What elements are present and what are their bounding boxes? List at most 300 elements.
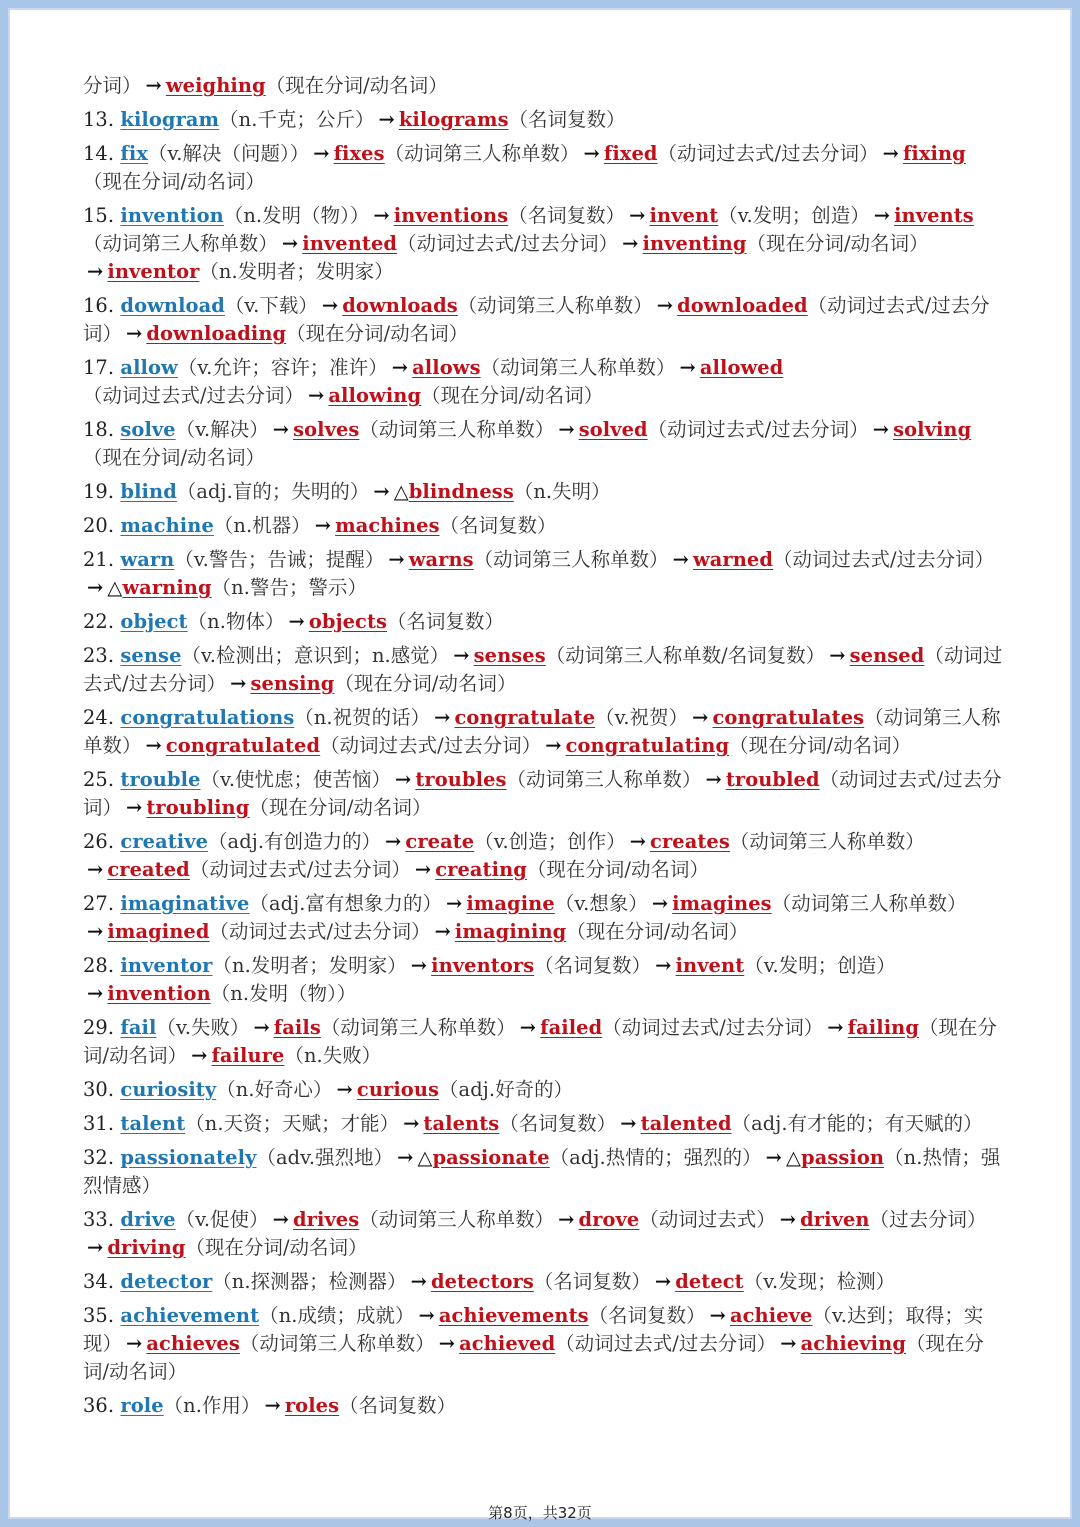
word-note: （v.想象） — [554, 892, 648, 915]
word-note: （动词第三人称单数） — [480, 356, 676, 379]
derived-word: inventions — [393, 204, 509, 227]
derived-word: achieving — [800, 1332, 907, 1355]
headword: kilogram — [120, 108, 220, 131]
word-note: （现在分词/动名词） — [83, 170, 266, 193]
word-note: （现在分词/动名词） — [286, 322, 469, 345]
entry-number: 15. — [83, 204, 115, 227]
word-note: （动词过去式/过去分词） — [555, 1332, 777, 1355]
entry-number: 14. — [83, 142, 115, 165]
entry-number: 31. — [83, 1112, 115, 1135]
entry-number: 30. — [83, 1078, 115, 1101]
word-note: （v.下载） — [224, 294, 318, 317]
entry-number: 22. — [83, 610, 115, 633]
word-note: （动词过去式/过去分词） — [83, 294, 990, 345]
arrow: → — [622, 232, 639, 255]
word-note: （现在分词/动名词） — [746, 232, 929, 255]
word-note: （名词复数） — [533, 1270, 651, 1293]
vocab-entry — [83, 106, 1003, 134]
word-note: （v.允许；容许；准许） — [177, 356, 388, 379]
entry-number: 27. — [83, 892, 115, 915]
arrow: → — [882, 142, 899, 165]
derived-word: detectors — [430, 1270, 534, 1293]
word-note: （n.千克；公斤） — [219, 108, 375, 131]
word-note: （动词第三人称单数） — [771, 892, 967, 915]
headword: blind — [120, 480, 177, 503]
arrow: → — [545, 734, 562, 757]
headword: warn — [120, 548, 175, 571]
arrow: → — [308, 384, 325, 407]
vocab-entry — [83, 1392, 1003, 1420]
word-note: （v.促使） — [175, 1208, 269, 1231]
arrow: → — [288, 610, 305, 633]
word-note: （adj.热情的；强烈的） — [549, 1146, 762, 1169]
word-note: （动词第三人称单数） — [359, 418, 555, 441]
entry-number: 36. — [83, 1394, 115, 1417]
arrow: → — [397, 1146, 414, 1169]
derived-word: solves — [293, 418, 360, 441]
arrow: → — [87, 982, 104, 1005]
word-note: （现在分词/动名词） — [83, 1016, 997, 1067]
arrow: → — [314, 514, 332, 537]
word-note: （n.物体） — [187, 610, 285, 633]
word-note: （v.使忧虑；使苦恼） — [200, 768, 392, 791]
headword: solve — [120, 418, 176, 441]
derived-word: created — [107, 858, 190, 881]
vocab-entry — [83, 1206, 1003, 1262]
triangle-mark: △ — [107, 576, 123, 599]
arrow: → — [321, 294, 339, 317]
derived-word: downloads — [342, 294, 458, 317]
headword: sense — [120, 644, 182, 667]
arrow: → — [679, 356, 696, 379]
word-note: （名词复数） — [387, 610, 504, 633]
arrow: → — [272, 418, 290, 441]
vocab-entry — [83, 292, 1003, 348]
derived-word: downloading — [146, 322, 287, 345]
derived-word: senses — [473, 644, 546, 667]
arrow: → — [395, 768, 412, 791]
derived-word: invention — [107, 982, 211, 1005]
headword: machine — [120, 514, 214, 537]
vocabulary-list — [83, 72, 1003, 1426]
word-note: （n.探测器；检测器） — [212, 1270, 407, 1293]
vocab-entry — [83, 828, 1003, 884]
vocab-entry — [83, 140, 1003, 196]
arrow: → — [620, 1112, 637, 1135]
word-note: （v.解决） — [175, 418, 269, 441]
vocab-entry — [83, 202, 1003, 286]
derived-word: fails — [273, 1016, 321, 1039]
word-note: （动词过去式/过去分词） — [209, 920, 431, 943]
arrow: → — [651, 892, 669, 915]
word-note: （动词过去式/过去分词） — [602, 1016, 824, 1039]
derived-word: allowed — [699, 356, 784, 379]
document-page — [8, 8, 1072, 1522]
entry-number: 35. — [83, 1304, 115, 1327]
derived-word: driven — [800, 1208, 870, 1231]
arrow: → — [453, 644, 470, 667]
derived-word: invents — [894, 204, 974, 227]
derived-word: warned — [692, 548, 774, 571]
arrow: → — [410, 954, 428, 977]
word-note: （adj.有创造力的） — [208, 830, 382, 853]
word-note: （n.成绩；成就） — [259, 1304, 415, 1327]
arrow: → — [391, 356, 409, 379]
word-note: （现在分词/动名词） — [265, 74, 448, 97]
arrow: → — [779, 1208, 797, 1231]
vocab-entry — [83, 1110, 1003, 1138]
vocab-entry — [83, 1076, 1003, 1104]
headword: fix — [120, 142, 148, 165]
arrow: → — [272, 1208, 289, 1231]
derived-word: machines — [335, 514, 440, 537]
arrow: → — [145, 74, 162, 97]
word-note: （adj.富有想象力的） — [249, 892, 442, 915]
entry-number: 19. — [83, 480, 115, 503]
arrow: → — [264, 1394, 281, 1417]
entry-number: 21. — [83, 548, 115, 571]
derived-word: achieved — [459, 1332, 556, 1355]
word-note: （adj.好奇的） — [439, 1078, 574, 1101]
arrow: → — [629, 830, 647, 853]
derived-word: achievements — [438, 1304, 589, 1327]
arrow: → — [558, 418, 575, 441]
arrow: → — [872, 418, 890, 441]
arrow: → — [373, 204, 390, 227]
headword: download — [120, 294, 225, 317]
word-note: （现在分词/动名词） — [566, 920, 749, 943]
word-note: （动词第三人称单数/名词复数） — [545, 644, 826, 667]
vocab-entry — [83, 1144, 1003, 1200]
derived-word: curious — [356, 1078, 440, 1101]
derived-word: troubled — [725, 768, 820, 791]
arrow: → — [87, 858, 104, 881]
word-note: （动词过去式） — [639, 1208, 776, 1231]
derived-word: imagining — [454, 920, 567, 943]
arrow: → — [655, 954, 672, 977]
derived-word: congratulates — [712, 706, 865, 729]
arrow: → — [434, 920, 451, 943]
derived-word: talented — [640, 1112, 732, 1135]
word-note: （动词过去式/过去分词） — [189, 858, 411, 881]
headword: detector — [120, 1270, 213, 1293]
arrow: → — [672, 548, 689, 571]
derived-word: invent — [649, 204, 719, 227]
arrow: → — [410, 1270, 427, 1293]
vocab-entry — [83, 1268, 1003, 1296]
headword: role — [120, 1394, 164, 1417]
derived-word: drives — [293, 1208, 360, 1231]
derived-word: failed — [540, 1016, 603, 1039]
arrow: → — [125, 796, 143, 819]
vocab-entry — [83, 354, 1003, 410]
word-note: （v.发明；创造） — [744, 954, 896, 977]
vocab-entry — [83, 642, 1003, 698]
arrow: → — [145, 734, 162, 757]
headword: drive — [120, 1208, 176, 1231]
word-note: （n.失明） — [513, 480, 611, 503]
entry-number: 25. — [83, 768, 115, 791]
word-note: （v.发明；创造） — [718, 204, 870, 227]
arrow: → — [191, 1044, 208, 1067]
vocab-entry — [83, 608, 1003, 636]
word-note: （动词第三人称单数） — [320, 1016, 516, 1039]
arrow: → — [709, 1304, 726, 1327]
derived-word: achieves — [146, 1332, 240, 1355]
derived-word: warning — [122, 576, 212, 599]
word-note: （动词过去式/过去分词） — [647, 418, 869, 441]
word-note: （动词第三人称单数） — [384, 142, 580, 165]
word-note: （v.创造；创作） — [474, 830, 626, 853]
word-note: （n.警告；警示） — [211, 576, 367, 599]
word-note: （adj.盲的；失明的） — [176, 480, 370, 503]
word-note: （动词第三人称单数） — [473, 548, 669, 571]
entry-number: 28. — [83, 954, 115, 977]
arrow: → — [385, 830, 402, 853]
arrow: → — [313, 142, 330, 165]
arrow: → — [125, 322, 143, 345]
derived-word: congratulate — [454, 706, 596, 729]
word-note: （现在分词/动名词） — [421, 384, 604, 407]
entry-number: 18. — [83, 418, 115, 441]
word-note: （名词复数） — [439, 514, 557, 537]
arrow: → — [780, 1332, 797, 1355]
vocab-entry — [83, 704, 1003, 760]
word-note: （v.警告；告诫；提醒） — [174, 548, 385, 571]
entry-number: 17. — [83, 356, 115, 379]
derived-word: passionate — [432, 1146, 550, 1169]
vocab-entry — [83, 890, 1003, 946]
arrow: → — [705, 768, 722, 791]
arrow: → — [558, 1208, 575, 1231]
derived-word: weighing — [165, 74, 266, 97]
arrow: → — [827, 1016, 844, 1039]
entry-number: 33. — [83, 1208, 115, 1231]
headword: talent — [120, 1112, 186, 1135]
derived-word: invented — [302, 232, 398, 255]
derived-word: downloaded — [677, 294, 808, 317]
arrow: → — [87, 576, 104, 599]
derived-word: inventing — [642, 232, 747, 255]
word-note: （现在分词/动名词） — [729, 734, 912, 757]
derived-word: detect — [675, 1270, 744, 1293]
vocab-entry — [83, 512, 1003, 540]
derived-word: imagine — [466, 892, 555, 915]
triangle-mark: △ — [786, 1146, 802, 1169]
entry-number: 23. — [83, 644, 115, 667]
page-footer: 第8页，共32页 — [488, 1504, 592, 1522]
entry-number: 13. — [83, 108, 115, 131]
word-note: （n.发明（物）） — [223, 204, 370, 227]
word-note: （名词复数） — [508, 108, 626, 131]
arrow: → — [373, 480, 390, 503]
derived-word: driving — [107, 1236, 186, 1259]
word-note: （现在分词/动名词） — [185, 1236, 368, 1259]
arrow: → — [403, 1112, 420, 1135]
derived-word: sensing — [250, 672, 335, 695]
word-note: （现在分词/动名词） — [334, 672, 517, 695]
word-note: （n.天资；天赋；才能） — [185, 1112, 400, 1135]
headword: allow — [120, 356, 178, 379]
word-note: （动词过去式/过去分词） — [83, 768, 1002, 819]
word-note: （动词过去式/过去分词） — [320, 734, 542, 757]
arrow: → — [414, 858, 432, 881]
entry-number: 32. — [83, 1146, 115, 1169]
derived-word: allowing — [328, 384, 422, 407]
word-note: （动词过去式/过去分词） — [657, 142, 879, 165]
arrow: → — [583, 142, 600, 165]
arrow: → — [378, 108, 395, 131]
derived-word: failing — [847, 1016, 920, 1039]
continued-entry — [83, 72, 1003, 100]
derived-word: inventors — [431, 954, 535, 977]
derived-word: imagines — [672, 892, 772, 915]
derived-word: inventor — [107, 260, 200, 283]
entry-number: 16. — [83, 294, 115, 317]
arrow: → — [388, 548, 405, 571]
word-note: （v.达到；取得；实现） — [83, 1304, 984, 1355]
arrow: → — [253, 1016, 270, 1039]
word-note: （动词第三人称单数） — [506, 768, 702, 791]
derived-word: roles — [284, 1394, 340, 1417]
derived-word: creates — [650, 830, 730, 853]
word-note: （n.机器） — [213, 514, 311, 537]
arrow: → — [87, 260, 104, 283]
word-note: （动词第三人称单数） — [729, 830, 925, 853]
word-note: （v.祝贺） — [595, 706, 689, 729]
vocab-entry — [83, 478, 1003, 506]
entry-number: 29. — [83, 1016, 115, 1039]
derived-word: drove — [578, 1208, 640, 1231]
triangle-mark: △ — [393, 480, 409, 503]
word-note: （动词第三人称单数） — [83, 232, 278, 255]
headword: imaginative — [120, 892, 250, 915]
word-note: （n.发明（物）） — [210, 982, 357, 1005]
derived-word: fixed — [603, 142, 658, 165]
derived-word: warns — [408, 548, 474, 571]
word-note: （动词第三人称单数） — [239, 1332, 435, 1355]
derived-word: fixing — [902, 142, 966, 165]
word-note: （名词复数） — [588, 1304, 706, 1327]
arrow: → — [438, 1332, 456, 1355]
word-note: （v.检测出；意识到；n.感觉） — [181, 644, 450, 667]
arrow: → — [87, 1236, 104, 1259]
derived-word: creating — [435, 858, 527, 881]
arrow: → — [418, 1304, 435, 1327]
word-note: （名词复数） — [339, 1394, 457, 1417]
entry-prefix: 分词） — [83, 74, 142, 97]
word-note: （n.好奇心） — [216, 1078, 333, 1101]
derived-word: solving — [893, 418, 972, 441]
word-note: （动词过去式/过去分词） — [397, 232, 619, 255]
word-note: （n.祝贺的话） — [294, 706, 431, 729]
derived-word: create — [405, 830, 475, 853]
arrow: → — [765, 1146, 783, 1169]
word-note: （v.发现；检测） — [743, 1270, 896, 1293]
arrow: → — [125, 1332, 143, 1355]
word-note: （现在分词/动名词） — [249, 796, 432, 819]
arrow: → — [629, 204, 646, 227]
derived-word: invent — [675, 954, 745, 977]
word-note: （n.发明者；发明家） — [212, 954, 407, 977]
headword: congratulations — [120, 706, 295, 729]
arrow: → — [281, 232, 299, 255]
word-note: （名词复数） — [499, 1112, 617, 1135]
headword: object — [120, 610, 188, 633]
entry-number: 24. — [83, 706, 115, 729]
arrow: → — [692, 706, 709, 729]
headword: invention — [120, 204, 224, 227]
word-note: （过去分词） — [869, 1208, 987, 1231]
arrow: → — [445, 892, 463, 915]
arrow: → — [654, 1270, 672, 1293]
word-note: （adj.有才能的；有天赋的） — [731, 1112, 983, 1135]
derived-word: troubles — [415, 768, 507, 791]
derived-word: allows — [412, 356, 481, 379]
word-note: （名词复数） — [534, 954, 652, 977]
vocab-entry — [83, 546, 1003, 602]
derived-word: passion — [801, 1146, 885, 1169]
word-note: （n.发明者；发明家） — [199, 260, 394, 283]
word-note: （动词过去式/过去分词） — [83, 384, 305, 407]
headword: fail — [120, 1016, 157, 1039]
word-note: （v.失败） — [156, 1016, 250, 1039]
arrow: → — [656, 294, 674, 317]
entry-number: 34. — [83, 1270, 115, 1293]
headword: curiosity — [120, 1078, 217, 1101]
arrow: → — [519, 1016, 537, 1039]
derived-word: sensed — [849, 644, 925, 667]
word-note: （n.热情；强烈情感） — [83, 1146, 1001, 1197]
word-note: （动词过去式/过去分词） — [773, 548, 995, 571]
derived-word: fixes — [333, 142, 385, 165]
triangle-mark: △ — [417, 1146, 433, 1169]
vocab-entry — [83, 1302, 1003, 1386]
word-note: （动词过去式/过去分词） — [83, 644, 1003, 695]
vocab-entry — [83, 416, 1003, 472]
vocab-entry — [83, 952, 1003, 1008]
headword: trouble — [120, 768, 201, 791]
derived-word: kilograms — [398, 108, 509, 131]
vocab-entry — [83, 766, 1003, 822]
word-note: （现在分词/动名词） — [526, 858, 709, 881]
word-note: （adv.强烈地） — [256, 1146, 394, 1169]
word-note: （n.作用） — [163, 1394, 261, 1417]
arrow: → — [336, 1078, 353, 1101]
headword: achievement — [120, 1304, 260, 1327]
derived-word: imagined — [107, 920, 210, 943]
word-note: （v.解决（问题）） — [147, 142, 310, 165]
derived-word: talents — [423, 1112, 500, 1135]
word-note: （名词复数） — [508, 204, 626, 227]
arrow: → — [434, 706, 451, 729]
derived-word: objects — [308, 610, 388, 633]
derived-word: solved — [578, 418, 648, 441]
derived-word: troubling — [146, 796, 250, 819]
derived-word: achieve — [729, 1304, 813, 1327]
derived-word: failure — [211, 1044, 285, 1067]
entry-number: 20. — [83, 514, 115, 537]
derived-word: congratulated — [165, 734, 321, 757]
arrow: → — [873, 204, 891, 227]
arrow: → — [829, 644, 846, 667]
arrow: → — [230, 672, 247, 695]
derived-word: blindness — [408, 480, 514, 503]
arrow: → — [87, 920, 104, 943]
headword: creative — [120, 830, 209, 853]
word-note: （动词第三人称单数） — [83, 706, 1001, 757]
word-note: （现在分词/动名词） — [83, 446, 266, 469]
